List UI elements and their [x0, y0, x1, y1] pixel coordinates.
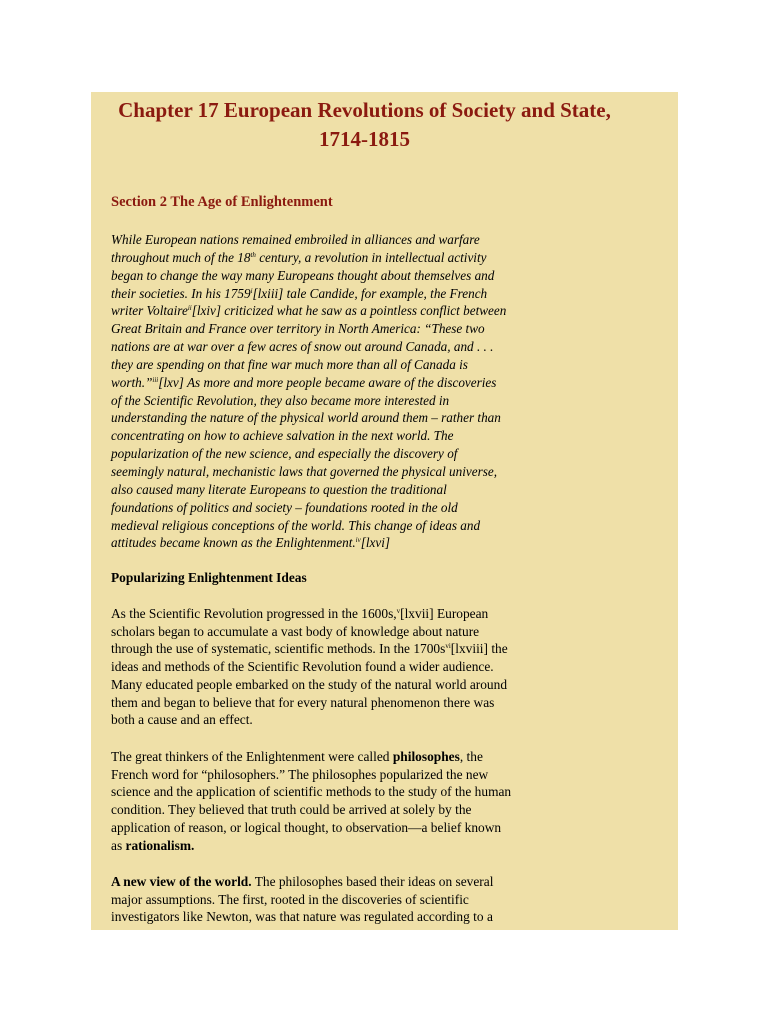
text-run: Great Britain and France over territory in North America: “These two [111, 321, 485, 337]
paragraph-line: French word for “philosophers.” The philosophes popularized the new [111, 766, 489, 782]
paragraph-line [111, 481, 563, 499]
paragraph-line [111, 837, 563, 855]
text-run: throughout much of the 18 [111, 249, 251, 265]
chapter-title-line-1: Chapter 17 European Revolutions of Society and State, [118, 98, 611, 122]
text-run: foundations of politics and society – foundations rooted in the old [111, 499, 458, 515]
footnote-marker: vi [445, 642, 451, 651]
paragraph-line [111, 338, 563, 356]
text-run: popularization of the new science, and especially the discovery of [111, 446, 458, 462]
text-run: began to change the way many Europeans thought about themselves and [111, 267, 495, 283]
text-run: attitudes became known as the Enlightenment. [111, 535, 356, 551]
footnote-marker: ii [187, 304, 192, 313]
paragraph-line [111, 694, 563, 712]
paragraph-scientific-revolution [111, 605, 563, 729]
text-run: [lxiv] criticized what he saw as a pointless conflict between [191, 303, 507, 319]
paragraph-line [111, 267, 563, 285]
text-run: The great thinkers of the Enlightenment were called [111, 749, 393, 764]
text-run: also caused many literate Europeans to question the traditional [111, 481, 447, 497]
text-run: they are spending on that fine war much more than all of Canada is [111, 356, 468, 372]
paragraph-line [111, 231, 563, 249]
intro-paragraph [111, 231, 563, 552]
text-run: scholars began to accumulate a vast body of knowledge about nature [111, 623, 480, 639]
paragraph-line: science and the application of scientific methods to the study of the human [111, 784, 512, 800]
paragraph-line [111, 427, 563, 445]
subheading: Popularizing Enlightenment Ideas [111, 570, 307, 585]
paragraph-line [111, 374, 563, 392]
paragraph-line [111, 623, 563, 641]
paragraph-line [111, 748, 563, 766]
footnote-marker: iv [355, 536, 361, 545]
text-run: worth.” [111, 374, 153, 390]
paragraph-philosophes [111, 748, 563, 854]
text-run: writer Voltaire [111, 303, 188, 319]
text-run: nations are at war over a few acres of snow out around Canada, and . . . [111, 339, 494, 355]
paragraph-line [111, 285, 563, 303]
text-run: Many educated people embarked on the study of the natural world around [111, 676, 508, 692]
text-run: [lxvii] European [400, 606, 489, 621]
section-title: Section 2 The Age of Enlightenment [111, 194, 333, 210]
text-run: of the Scientific Revolution, they also became more interested in [111, 392, 450, 408]
text-run: medieval religious conceptions of the world. This change of ideas and [111, 517, 481, 533]
term-philosophes: philosophes [392, 749, 460, 764]
text-run: century, a revolution in intellectual activity [255, 249, 487, 265]
text-run: their societies. In his 1759 [111, 285, 251, 301]
paragraph-line [111, 676, 563, 694]
text-run: seemingly natural, mechanistic laws that governed the physical universe, [111, 463, 498, 479]
paragraph-line [111, 640, 563, 658]
footnote-marker: th [250, 250, 256, 259]
paragraph-line [111, 392, 563, 410]
paragraph-line [111, 658, 563, 676]
paragraph-line [111, 302, 563, 320]
text-run: [lxvi] [360, 535, 391, 551]
paragraph-line [111, 409, 563, 427]
document-page [91, 92, 678, 930]
text-run: concentrating on how to achieve salvation in the next world. The [111, 428, 454, 444]
text-run: , the [459, 749, 483, 764]
text-run: as [111, 837, 126, 853]
text-run: them and began to believe that for every natural phenomenon there was [111, 694, 495, 710]
paragraph-line: major assumptions. The first, rooted in the discoveries of scientific [111, 891, 469, 907]
paragraph-line [111, 249, 563, 267]
text-run: understanding the nature of the physical world around them – rather than [111, 410, 501, 426]
paragraph-line [111, 517, 563, 535]
text-run: [lxv] As more and more people became aware of the discoveries [158, 374, 497, 390]
footnote-marker: iii [152, 375, 159, 384]
text-run: As the Scientific Revolution progressed in the 1600s, [111, 606, 397, 621]
paragraph-line [111, 534, 563, 552]
paragraph-line [111, 356, 563, 374]
text-run: [lxviii] the [450, 641, 508, 657]
paragraph-line [111, 499, 563, 517]
footnote-marker: i [250, 286, 253, 295]
paragraph-line [111, 445, 563, 463]
paragraph-line: investigators like Newton, was that nature was regulated according to a [111, 909, 493, 925]
term-rationalism: rationalism. [125, 837, 195, 853]
paragraph-line [111, 320, 563, 338]
paragraph-new-view [111, 873, 563, 926]
text-run: [lxiii] tale Candide, for example, the French [252, 285, 488, 301]
text-run: through the use of systematic, scientific methods. In the 1700s [111, 641, 446, 657]
paragraph-line [111, 605, 563, 623]
text-run: ideas and methods of the Scientific Revolution found a wider audience. [111, 659, 494, 675]
paragraph-line [111, 711, 563, 729]
text-run: The philosophes based their ideas on several [251, 874, 494, 889]
text-run: While European nations remained embroiled in alliances and warfare [111, 232, 480, 247]
paragraph-line [111, 463, 563, 481]
paragraph-line [111, 873, 563, 891]
text-run: both a cause and an effect. [111, 712, 253, 728]
chapter-title [91, 96, 658, 154]
chapter-title-line-2: 1714-1815 [319, 127, 410, 151]
paragraph-line: application of reason, or logical thought, to observation—a belief known [111, 819, 502, 835]
lead-in-bold: A new view of the world. [111, 874, 252, 889]
paragraph-line: condition. They believed that truth could be arrived at solely by the [111, 802, 472, 818]
footnote-marker: v [396, 607, 401, 615]
